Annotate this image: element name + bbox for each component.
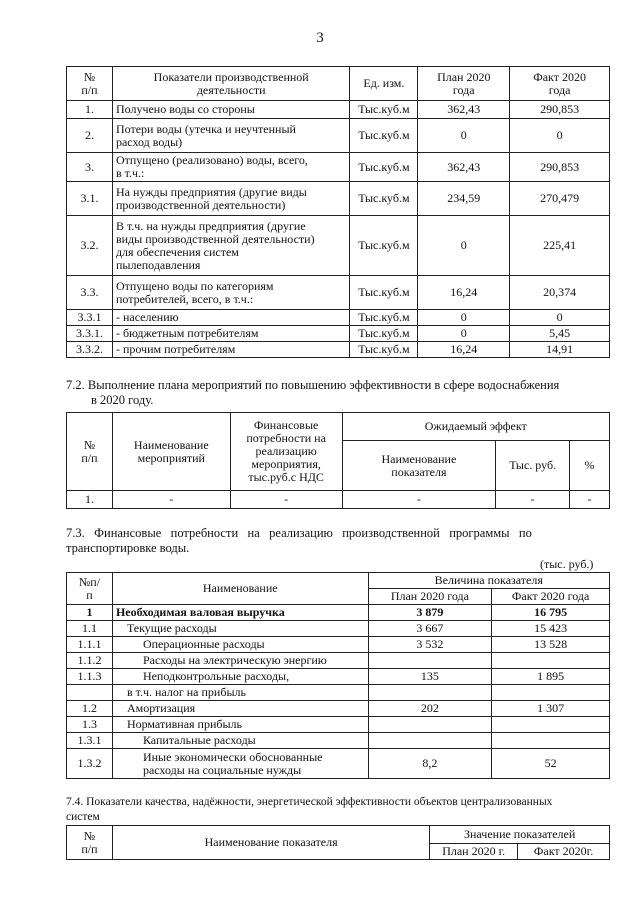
cell-number: 1.3.1 (67, 733, 113, 749)
production-indicators-table (66, 66, 610, 358)
cell-indicator: На нужды предприятия (другие виды производственной деятельности) (112, 182, 349, 216)
table-row (67, 326, 610, 342)
header-plan: План 2020 года (418, 67, 510, 101)
cell-plan: 135 (368, 669, 492, 685)
table-row (67, 749, 610, 779)
cell-number: 1.1.1 (67, 637, 113, 653)
cell-unit: Тыс.куб.м (350, 342, 418, 358)
header-fact: Факт 2020 года (510, 67, 610, 101)
cell-fact: 0 (510, 310, 610, 326)
header-indicator-name: Наименование показателя (342, 441, 496, 491)
table-row (67, 653, 610, 669)
cell-fact (492, 685, 610, 701)
cell-indicator: - населению (112, 310, 349, 326)
cell-fact: 225,41 (510, 216, 610, 276)
cell-fact (492, 733, 610, 749)
cell-indicator: - (342, 491, 496, 509)
cell-number: 2. (67, 119, 113, 153)
cell-plan: 0 (418, 216, 510, 276)
cell-name: Операционные расходы (112, 637, 368, 653)
cell-number: 3.2. (67, 216, 113, 276)
table-row (67, 733, 610, 749)
cell-number: 1.3 (67, 717, 113, 733)
table-row (67, 637, 610, 653)
cell-pct: - (570, 491, 610, 509)
cell-number: 3.1. (67, 182, 113, 216)
cell-number: 1.1 (67, 621, 113, 637)
cell-fact (492, 717, 610, 733)
cell-plan: 0 (418, 119, 510, 153)
table-row (67, 621, 610, 637)
cell-unit: Тыс.куб.м (350, 153, 418, 182)
cell-number: 1.1.2 (67, 653, 113, 669)
cell-name: Нормативная прибыль (112, 717, 368, 733)
cell-fact: 52 (492, 749, 610, 779)
header-financial-needs: Финансовые потребности на реализацию мероприятия, тыс.руб.с НДС (230, 413, 342, 491)
cell-name: Неподконтрольные расходы, (112, 669, 368, 685)
cell-number: 1. (67, 101, 113, 119)
cell-plan (368, 717, 492, 733)
table-row (67, 605, 610, 621)
cell-plan: 234,59 (418, 182, 510, 216)
cell-number: 3.3.1. (67, 326, 113, 342)
cell-rub: - (496, 491, 570, 509)
cell-indicator: Получено воды со стороны (112, 101, 349, 119)
cell-plan: 16,24 (418, 342, 510, 358)
table-row (67, 669, 610, 685)
header-plan: План 2020 года (368, 589, 492, 605)
cell-fact: 290,853 (510, 153, 610, 182)
cell-number: 1.2 (67, 701, 113, 717)
header-indicator-name: Наименование показателя (112, 826, 429, 860)
cell-fin: - (230, 491, 342, 509)
cell-plan: 0 (418, 310, 510, 326)
header-number: №п/ п (67, 573, 113, 605)
header-number: № п/п (67, 67, 113, 101)
cell-number: 3. (67, 153, 113, 182)
header-fact: Факт 2020 года (492, 589, 610, 605)
cell-unit: Тыс.куб.м (350, 101, 418, 119)
table-row (67, 153, 610, 182)
cell-name: в т.ч. налог на прибыль (112, 685, 368, 701)
header-percent: % (570, 441, 610, 491)
cell-indicator: Потери воды (утечка и неучтенный расход воды) (112, 119, 349, 153)
cell-unit: Тыс.куб.м (350, 310, 418, 326)
header-name: Наименование (112, 573, 368, 605)
table-row (67, 276, 610, 310)
cell-plan: 8,2 (368, 749, 492, 779)
cell-name: Капитальные расходы (112, 733, 368, 749)
header-number: № п/п (67, 413, 113, 491)
section-7-3-heading: 7.3. Финансовые потребности на реализацию производственной программы по транспортировке воды. (66, 526, 532, 555)
cell-number: 3.3.2. (67, 342, 113, 358)
cell-fact: 1 307 (492, 701, 610, 717)
header-measure-name: Наименование мероприятий (112, 413, 230, 491)
cell-number: 1.3.2 (67, 749, 113, 779)
cell-unit: Тыс.куб.м (350, 216, 418, 276)
header-fact: Факт 2020г. (518, 844, 610, 860)
cell-indicator: - бюджетным потребителям (112, 326, 349, 342)
table-row (67, 701, 610, 717)
table-row (67, 310, 610, 326)
header-plan: План 2020 г. (430, 844, 518, 860)
cell-fact: 14,91 (510, 342, 610, 358)
unit-note: (тыс. руб.) (540, 557, 594, 571)
financial-needs-table (66, 572, 610, 779)
table-row (67, 101, 610, 119)
table-header-row (67, 67, 610, 101)
table-row (67, 685, 610, 701)
cell-fact: 5,45 (510, 326, 610, 342)
cell-indicator: Отпущено (реализовано) воды, всего, в т.ч.: (112, 153, 349, 182)
table-row (67, 216, 610, 276)
header-thousand-rub: Тыс. руб. (496, 441, 570, 491)
cell-fact: 270,479 (510, 182, 610, 216)
cell-fact: 20,374 (510, 276, 610, 310)
table-row (67, 119, 610, 153)
table-row (67, 491, 610, 509)
cell-name: Текущие расходы (112, 621, 368, 637)
section-7-4-heading: 7.4. Показатели качества, надёжности, энергетической эффективности объектов централизованных систем (66, 796, 553, 823)
cell-plan: 362,43 (418, 153, 510, 182)
cell-number (67, 685, 113, 701)
header-value: Величина показателя (368, 573, 609, 589)
cell-number: 1 (67, 605, 113, 621)
cell-plan: 202 (368, 701, 492, 717)
cell-plan: 362,43 (418, 101, 510, 119)
table-row (67, 342, 610, 358)
cell-unit: Тыс.куб.м (350, 326, 418, 342)
cell-unit: Тыс.куб.м (350, 276, 418, 310)
cell-number: 3.3. (67, 276, 113, 310)
cell-name: Амортизация (112, 701, 368, 717)
header-values: Значение показателей (430, 826, 610, 844)
cell-indicator: В т.ч. на нужды предприятия (другие виды производственной деятельности) для обеспечения систем пылеподавления (112, 216, 349, 276)
cell-fact: 1 895 (492, 669, 610, 685)
cell-indicator: Отпущено воды по категориям потребителей, всего, в т.ч.: (112, 276, 349, 310)
cell-plan: 3 879 (368, 605, 492, 621)
cell-plan (368, 685, 492, 701)
cell-plan (368, 733, 492, 749)
cell-fact: 13 528 (492, 637, 610, 653)
cell-plan: 3 667 (368, 621, 492, 637)
cell-indicator: - прочим потребителям (112, 342, 349, 358)
header-unit: Ед. изм. (350, 67, 418, 101)
cell-plan (368, 653, 492, 669)
cell-name: Иные экономически обоснованные расходы на социальные нужды (112, 749, 368, 779)
header-expected-effect: Ожидаемый эффект (342, 413, 609, 441)
cell-number: 3.3.1 (67, 310, 113, 326)
header-number: № п/п (67, 826, 113, 860)
cell-plan: 0 (418, 326, 510, 342)
cell-number: 1.1.3 (67, 669, 113, 685)
cell-name: Расходы на электрическую энергию (112, 653, 368, 669)
cell-number: 1. (67, 491, 113, 509)
page-number: 3 (316, 30, 324, 46)
quality-indicators-table (66, 825, 610, 860)
cell-fact: 290,853 (510, 101, 610, 119)
measures-table (66, 412, 610, 509)
cell-fact: 15 423 (492, 621, 610, 637)
cell-plan: 16,24 (418, 276, 510, 310)
cell-fact (492, 653, 610, 669)
cell-plan: 3 532 (368, 637, 492, 653)
table-row (67, 717, 610, 733)
cell-fact: 0 (510, 119, 610, 153)
cell-unit: Тыс.куб.м (350, 119, 418, 153)
cell-unit: Тыс.куб.м (350, 182, 418, 216)
cell-name: Необходимая валовая выручка (112, 605, 368, 621)
cell-fact: 16 795 (492, 605, 610, 621)
section-7-2-heading: 7.2. Выполнение плана мероприятий по повышению эффективности в сфере водоснабжения в 2020 году. (66, 378, 560, 407)
header-indicator: Показатели производственной деятельности (112, 67, 349, 101)
cell-name: - (112, 491, 230, 509)
table-row (67, 182, 610, 216)
